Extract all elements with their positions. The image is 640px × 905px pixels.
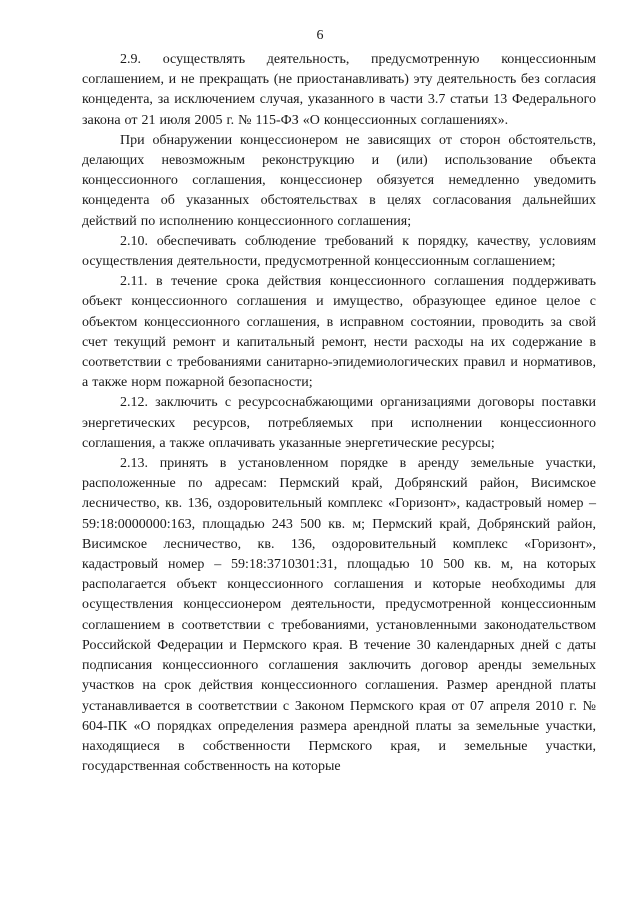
document-body: [82, 50, 596, 777]
paragraph-notice: При обнаружении концессионером не зависящих от сторон обстоятельств, делающих невозможным реконструкцию и (или) использование объекта концессионного соглашения, концессионер обязуется немедленно уведомить концедента об указанных обстоятельствах в целях согласования дальнейших действий по исполнению концессионного соглашения;: [82, 132, 596, 229]
paragraph-2-9: 2.9. осуществлять деятельность, предусмотренную концессионным соглашением, и не прекращать (не приостанавливать) эту деятельность без согласия концедента, за исключением случая, указанного в части 3.7 статьи 13 Федерального закона от 21 июля 2005 г. № 115-ФЗ «О концессионных соглашениях».: [82, 52, 596, 128]
paragraph-2-10: 2.10. обеспечивать соблюдение требований к порядку, качеству, условиям осуществления деятельности, предусмотренной концессионным соглашением;: [82, 233, 596, 270]
paragraph-2-11: 2.11. в течение срока действия концессионного соглашения поддерживать объект концессионного соглашения и имущество, образующее единое целое с объектом концессионного соглашения, в исправном состоянии, проводить за свой счет текущий ремонт и капитальный ремонт, нести расходы на их содержание в соответствии с требованиями санитарно-эпидемиологических правил и нормативов, а также норм пожарной безопасности;: [82, 274, 596, 391]
page-number: 6: [316, 28, 324, 43]
paragraph-2-12: 2.12. заключить с ресурсоснабжающими организациями договоры поставки энергетических ресурсов, потребляемых при исполнении концессионного соглашения, а также оплачивать указанные энергетические ресурсы;: [82, 395, 596, 451]
paragraph-2-13: 2.13. принять в установленном порядке в аренду земельные участки, расположенные по адресам: Пермский край, Добрянский район, Висимское лесничество, кв. 136, оздоровительный комплекс «Горизонт», кадастровый номер – 59:18:0000000:163, площадью 243 500 кв. м; Пермский край, Добрянский район, Висимское лесничество, кв. 136, оздоровительный комплекс «Горизонт», кадастровый номер – 59:18:3710301:31, площадью 10 500 кв. м, на которых располагается объект концессионного соглашения и которые необходимы для осуществления концессионером деятельности, предусмотренной концессионным соглашением в соответствии с требованиями, установленными законодательством Российской Федерации и Пермского края. В течение 30 календарных дней с даты подписания концессионного соглашения заключить договор аренды земельных участков на срок действия концессионного соглашения. Размер арендной платы устанавливается в соответствии с Законом Пермского края от 07 апреля 2010 г. № 604-ПК «О порядках определения размера арендной платы за земельные участки, находящиеся в собственности Пермского края, и земельные участки, государственная собственность на которые: [82, 456, 596, 775]
